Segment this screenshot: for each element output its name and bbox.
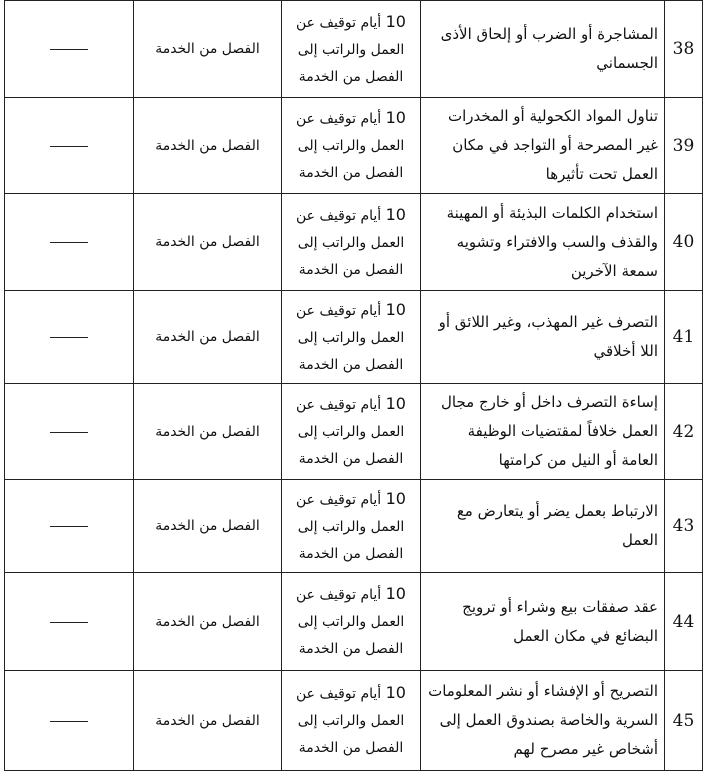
third-offense-penalty bbox=[5, 573, 134, 671]
table-row bbox=[5, 671, 703, 771]
table-row bbox=[5, 98, 703, 194]
second-offense-penalty: الفصل من الخدمة bbox=[134, 573, 282, 671]
violation-description: الارتباط بعمل يضر أو يتعارض مع العمل bbox=[421, 480, 665, 573]
third-offense-penalty bbox=[5, 671, 134, 771]
no-penalty-dash bbox=[50, 721, 88, 722]
no-penalty-dash bbox=[50, 526, 88, 527]
suspension-days: 10 bbox=[385, 108, 406, 127]
suspension-text: أيام توقيف عن العمل والراتب إلى الفصل من الخدمة bbox=[296, 14, 405, 85]
first-offense-penalty bbox=[282, 480, 421, 573]
violation-number: 40 bbox=[665, 194, 703, 291]
first-offense-penalty bbox=[282, 194, 421, 291]
second-offense-penalty: الفصل من الخدمة bbox=[134, 98, 282, 194]
third-offense-penalty bbox=[5, 98, 134, 194]
suspension-text: أيام توقيف عن العمل والراتب إلى الفصل من الخدمة bbox=[296, 207, 405, 278]
violation-description: تناول المواد الكحولية أو المخدرات غير المصرحة أو التواجد في مكان العمل تحت تأثيرها bbox=[421, 98, 665, 194]
suspension-text: أيام توقيف عن العمل والراتب إلى الفصل من الخدمة bbox=[296, 491, 405, 562]
suspension-text: أيام توقيف عن العمل والراتب إلى الفصل من الخدمة bbox=[296, 587, 405, 657]
suspension-days: 10 bbox=[385, 584, 406, 603]
third-offense-penalty bbox=[5, 194, 134, 291]
suspension-days: 10 bbox=[385, 299, 406, 319]
table-row bbox=[5, 291, 703, 384]
second-offense-penalty: الفصل من الخدمة bbox=[134, 291, 282, 384]
suspension-days: 10 bbox=[385, 683, 406, 702]
third-offense-penalty bbox=[5, 291, 134, 384]
first-offense-penalty bbox=[282, 384, 421, 480]
suspension-days: 10 bbox=[385, 488, 406, 508]
suspension-days: 10 bbox=[385, 394, 406, 413]
second-offense-penalty: الفصل من الخدمة bbox=[134, 480, 282, 573]
second-offense-penalty: الفصل من الخدمة bbox=[134, 1, 282, 98]
violation-description: عقد صفقات بيع وشراء أو ترويج البضائع في مكان العمل bbox=[421, 573, 665, 671]
violation-description: التصريح أو الإفشاء أو نشر المعلومات السرية والخاصة بصندوق العمل إلى أشخاص غير مصرح لهم bbox=[421, 671, 665, 771]
first-offense-penalty bbox=[282, 291, 421, 384]
table-row bbox=[5, 194, 703, 291]
suspension-text: أيام توقيف عن العمل والراتب إلى الفصل من الخدمة bbox=[296, 686, 405, 756]
table-row bbox=[5, 384, 703, 480]
violation-number: 39 bbox=[665, 98, 703, 194]
no-penalty-dash bbox=[50, 146, 88, 147]
first-offense-penalty bbox=[282, 573, 421, 671]
violation-description: استخدام الكلمات البذيئة أو المهينة والقذف والسب والافتراء وتشويه سمعة الآخرين bbox=[421, 194, 665, 291]
no-penalty-dash bbox=[50, 622, 88, 623]
violation-number: 44 bbox=[665, 573, 703, 671]
penalties-table bbox=[4, 0, 703, 771]
violation-description: المشاجرة أو الضرب أو إلحاق الأذى الجسماني bbox=[421, 1, 665, 98]
suspension-text: أيام توقيف عن العمل والراتب إلى الفصل من الخدمة bbox=[296, 397, 405, 467]
violation-number: 45 bbox=[665, 671, 703, 771]
table-row bbox=[5, 573, 703, 671]
suspension-text: أيام توقيف عن العمل والراتب إلى الفصل من الخدمة bbox=[296, 302, 405, 373]
third-offense-penalty bbox=[5, 1, 134, 98]
violation-number: 42 bbox=[665, 384, 703, 480]
first-offense-penalty bbox=[282, 98, 421, 194]
violation-description: التصرف غير المهذب، وغير اللائق أو اللا أخلاقي bbox=[421, 291, 665, 384]
violation-description: إساءة التصرف داخل أو خارج مجال العمل خلافاً لمقتضيات الوظيفة العامة أو النيل من كرامتها bbox=[421, 384, 665, 480]
violation-number: 43 bbox=[665, 480, 703, 573]
no-penalty-dash bbox=[50, 242, 88, 243]
table-row bbox=[5, 1, 703, 98]
suspension-days: 10 bbox=[385, 11, 406, 31]
suspension-days: 10 bbox=[385, 204, 406, 224]
no-penalty-dash bbox=[50, 337, 88, 338]
third-offense-penalty bbox=[5, 384, 134, 480]
table-row bbox=[5, 480, 703, 573]
suspension-text: أيام توقيف عن العمل والراتب إلى الفصل من الخدمة bbox=[296, 111, 405, 181]
first-offense-penalty bbox=[282, 671, 421, 771]
no-penalty-dash bbox=[50, 432, 88, 433]
violation-number: 41 bbox=[665, 291, 703, 384]
violation-number: 38 bbox=[665, 1, 703, 98]
second-offense-penalty: الفصل من الخدمة bbox=[134, 384, 282, 480]
third-offense-penalty bbox=[5, 480, 134, 573]
second-offense-penalty: الفصل من الخدمة bbox=[134, 194, 282, 291]
second-offense-penalty: الفصل من الخدمة bbox=[134, 671, 282, 771]
first-offense-penalty bbox=[282, 1, 421, 98]
no-penalty-dash bbox=[50, 49, 88, 50]
